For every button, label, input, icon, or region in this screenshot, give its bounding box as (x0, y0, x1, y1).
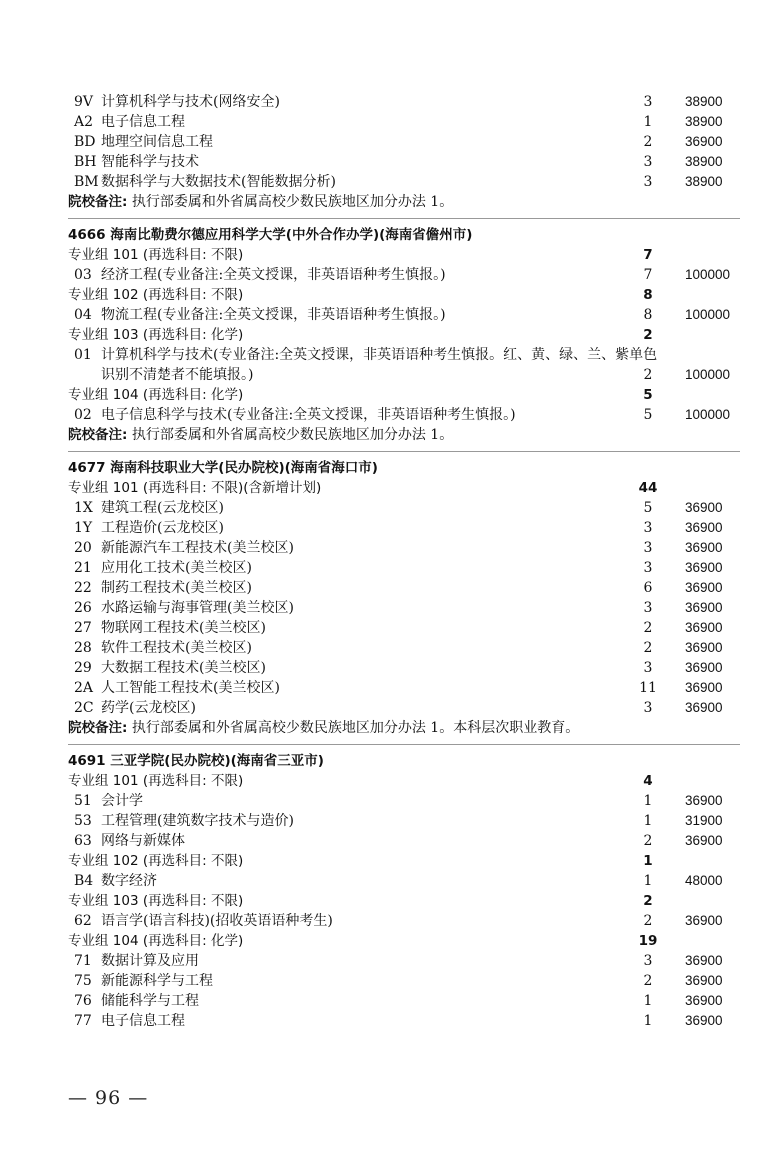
major-name: 软件工程技术(美兰校区) (101, 640, 252, 656)
major-name: 地理空间信息工程 (101, 134, 213, 150)
major-name: 智能科学与技术 (101, 154, 199, 170)
major-code: 20 (74, 540, 92, 556)
major-code: 9V (74, 94, 94, 110)
major-group-label: 专业组 104 (再选科目: 化学) (68, 387, 244, 403)
major-name: 建筑工程(云龙校区) (101, 500, 224, 516)
major-tuition: 38900 (685, 94, 723, 109)
major-tuition: 36900 (685, 700, 723, 715)
major-plan-count: 3 (643, 520, 653, 536)
major-code: 1X (74, 500, 93, 516)
major-name: 网络与新媒体 (101, 833, 185, 849)
major-name: 计算机科学与技术(专业备注:全英文授课，非英语语种考生慎报。红、黄、绿、兰、紫单色识别不清楚者不能填报。) (101, 347, 658, 383)
major-plan-count: 2 (643, 620, 653, 636)
major-code: 03 (74, 267, 92, 283)
major-code: 63 (74, 833, 92, 849)
major-row (68, 791, 740, 811)
major-group-plan: 2 (643, 327, 653, 343)
major-tuition: 36900 (685, 993, 723, 1008)
major-group-label: 专业组 102 (再选科目: 不限) (68, 853, 244, 869)
major-group-header (68, 891, 740, 911)
major-code: 21 (74, 560, 92, 576)
major-tuition: 36900 (685, 640, 723, 655)
major-group-header (68, 771, 740, 791)
major-row (68, 92, 740, 112)
school-note (68, 192, 740, 212)
major-name: 电子信息工程 (101, 114, 185, 130)
major-code: 77 (74, 1013, 92, 1029)
major-group-header (68, 478, 740, 498)
major-tuition: 36900 (685, 580, 723, 595)
major-group-header (68, 851, 740, 871)
major-code: BM (74, 174, 99, 190)
major-tuition: 36900 (685, 600, 723, 615)
major-plan-count: 1 (643, 993, 653, 1009)
major-name: 电子信息科学与技术(专业备注:全英文授课，非英语语种考生慎报。) (101, 407, 516, 423)
major-group-label: 专业组 101 (再选科目: 不限)(含新增计划) (68, 480, 322, 496)
major-tuition: 36900 (685, 913, 723, 928)
major-tuition: 38900 (685, 174, 723, 189)
major-name: 计算机科学与技术(网络安全) (101, 94, 280, 110)
major-code: 1Y (74, 520, 93, 536)
major-tuition: 36900 (685, 134, 723, 149)
major-plan-count: 3 (643, 953, 653, 969)
school-title: 4677 海南科技职业大学(民办院校)(海南省海口市) (68, 460, 378, 476)
major-tuition: 36900 (685, 1013, 723, 1028)
major-group-label: 专业组 103 (再选科目: 化学) (68, 327, 244, 343)
major-code: 02 (74, 407, 92, 423)
major-row (68, 305, 740, 325)
major-name: 水路运输与海事管理(美兰校区) (101, 600, 294, 616)
major-code: BD (74, 134, 96, 150)
major-row (68, 132, 740, 152)
major-plan-count: 2 (643, 134, 653, 150)
major-code: 2C (74, 700, 94, 716)
major-row (68, 112, 740, 132)
major-code: 01 (74, 347, 92, 363)
major-plan-count: 5 (643, 407, 653, 423)
major-code: 51 (74, 793, 92, 809)
major-row (68, 638, 740, 658)
major-plan-count: 2 (643, 640, 653, 656)
major-name: 新能源科学与工程 (101, 973, 213, 989)
major-group-header (68, 325, 740, 345)
major-plan-count: 3 (643, 540, 653, 556)
major-code: 71 (74, 953, 92, 969)
major-row (68, 558, 740, 578)
major-group-plan: 1 (643, 853, 653, 869)
major-plan-count: 7 (643, 267, 653, 283)
major-group-plan: 2 (643, 893, 653, 909)
school-note-label: 院校备注: (68, 194, 128, 210)
major-plan-count: 6 (643, 580, 653, 596)
major-code: 2A (74, 680, 94, 696)
major-row (68, 871, 740, 891)
major-row (68, 345, 740, 385)
major-tuition: 36900 (685, 973, 723, 988)
school-note-text: 执行部委属和外省属高校少数民族地区加分办法 1。本科层次职业教育。 (131, 720, 580, 736)
major-code: 62 (74, 913, 92, 929)
major-row (68, 265, 740, 285)
major-plan-count: 3 (643, 600, 653, 616)
major-tuition: 36900 (685, 793, 723, 808)
major-row (68, 831, 740, 851)
major-row (68, 1011, 740, 1031)
section-divider (68, 218, 740, 219)
major-group-label: 专业组 101 (再选科目: 不限) (68, 247, 244, 263)
major-row (68, 618, 740, 638)
major-name: 物联网工程技术(美兰校区) (101, 620, 266, 636)
major-tuition: 36900 (685, 953, 723, 968)
major-group-header (68, 931, 740, 951)
major-tuition: 36900 (685, 540, 723, 555)
major-group-plan: 19 (638, 933, 658, 949)
major-name: 电子信息工程 (101, 1013, 185, 1029)
major-tuition: 36900 (685, 520, 723, 535)
major-plan-count: 3 (643, 700, 653, 716)
major-name: 储能科学与工程 (101, 993, 199, 1009)
major-name: 语言学(语言科技)(招收英语语种考生) (101, 913, 333, 929)
major-tuition: 36900 (685, 500, 723, 515)
major-name: 应用化工技术(美兰校区) (101, 560, 252, 576)
major-group-plan: 8 (643, 287, 653, 303)
major-plan-count: 3 (643, 174, 653, 190)
major-name: 工程管理(建筑数字技术与造价) (101, 813, 294, 829)
major-group-header (68, 245, 740, 265)
major-tuition: 38900 (685, 154, 723, 169)
major-plan-count: 5 (643, 500, 653, 516)
major-name: 物流工程(专业备注:全英文授课，非英语语种考生慎报。) (101, 307, 446, 323)
major-name: 新能源汽车工程技术(美兰校区) (101, 540, 294, 556)
major-tuition: 100000 (685, 367, 731, 382)
major-group-plan: 7 (643, 247, 653, 263)
major-plan-count: 3 (643, 154, 653, 170)
major-code: 28 (74, 640, 92, 656)
major-group-label: 专业组 103 (再选科目: 不限) (68, 893, 244, 909)
major-row (68, 538, 740, 558)
school-note-text: 执行部委属和外省属高校少数民族地区加分办法 1。 (131, 194, 454, 210)
major-row (68, 598, 740, 618)
major-code: 29 (74, 660, 92, 676)
major-plan-count: 11 (639, 680, 657, 696)
major-row (68, 498, 740, 518)
major-row (68, 152, 740, 172)
major-plan-count: 1 (643, 793, 653, 809)
major-plan-count: 8 (643, 307, 653, 323)
major-code: 22 (74, 580, 92, 596)
major-name: 工程造价(云龙校区) (101, 520, 224, 536)
major-tuition: 100000 (685, 267, 731, 282)
page-number: — 96 — (68, 1087, 149, 1109)
major-row (68, 811, 740, 831)
section-divider (68, 744, 740, 745)
major-name: 会计学 (101, 793, 143, 809)
major-row (68, 678, 740, 698)
major-row (68, 405, 740, 425)
school-note-label: 院校备注: (68, 427, 128, 443)
major-plan-count: 2 (643, 973, 653, 989)
major-group-header (68, 385, 740, 405)
major-row (68, 911, 740, 931)
major-plan-count: 2 (643, 367, 653, 383)
major-code: 04 (74, 307, 92, 323)
section-divider (68, 451, 740, 452)
school-title: 4691 三亚学院(民办院校)(海南省三亚市) (68, 753, 324, 769)
major-code: 53 (74, 813, 92, 829)
major-group-header (68, 285, 740, 305)
major-row (68, 698, 740, 718)
school-note-label: 院校备注: (68, 720, 128, 736)
major-row (68, 971, 740, 991)
major-row (68, 172, 740, 192)
major-tuition: 100000 (685, 307, 731, 322)
major-plan-count: 1 (643, 1013, 653, 1029)
major-tuition: 36900 (685, 560, 723, 575)
major-group-label: 专业组 102 (再选科目: 不限) (68, 287, 244, 303)
major-tuition: 36900 (685, 833, 723, 848)
major-row (68, 991, 740, 1011)
major-tuition: 36900 (685, 660, 723, 675)
major-plan-count: 3 (643, 660, 653, 676)
major-row (68, 658, 740, 678)
major-plan-count: 1 (643, 114, 653, 130)
major-group-label: 专业组 101 (再选科目: 不限) (68, 773, 244, 789)
major-plan-count: 1 (643, 873, 653, 889)
major-code: B4 (74, 873, 94, 889)
major-name: 经济工程(专业备注:全英文授课，非英语语种考生慎报。) (101, 267, 446, 283)
major-plan-count: 2 (643, 833, 653, 849)
major-name: 药学(云龙校区) (101, 700, 196, 716)
major-code: 27 (74, 620, 92, 636)
admission-plan-document (68, 92, 740, 1031)
school-title: 4666 海南比勒费尔德应用科学大学(中外合作办学)(海南省儋州市) (68, 227, 473, 243)
major-name: 大数据工程技术(美兰校区) (101, 660, 266, 676)
major-name: 人工智能工程技术(美兰校区) (101, 680, 280, 696)
major-code: A2 (74, 114, 94, 130)
major-name: 制药工程技术(美兰校区) (101, 580, 252, 596)
major-row (68, 578, 740, 598)
major-tuition: 38900 (685, 114, 723, 129)
major-plan-count: 2 (643, 913, 653, 929)
school-note (68, 718, 740, 738)
major-plan-count: 3 (643, 94, 653, 110)
major-tuition: 48000 (685, 873, 723, 888)
major-tuition: 36900 (685, 620, 723, 635)
major-group-plan: 44 (638, 480, 658, 496)
major-group-plan: 4 (643, 773, 653, 789)
major-tuition: 31900 (685, 813, 723, 828)
major-row (68, 951, 740, 971)
major-plan-count: 1 (643, 813, 653, 829)
major-row (68, 518, 740, 538)
major-group-label: 专业组 104 (再选科目: 化学) (68, 933, 244, 949)
school-note-text: 执行部委属和外省属高校少数民族地区加分办法 1。 (131, 427, 454, 443)
school-note (68, 425, 740, 445)
major-code: 75 (74, 973, 92, 989)
major-plan-count: 3 (643, 560, 653, 576)
major-name: 数字经济 (101, 873, 157, 889)
major-code: 26 (74, 600, 92, 616)
major-name: 数据科学与大数据技术(智能数据分析) (101, 174, 336, 190)
major-name: 数据计算及应用 (101, 953, 199, 969)
major-code: 76 (74, 993, 92, 1009)
major-tuition: 36900 (685, 680, 723, 695)
major-code: BH (74, 154, 97, 170)
major-group-plan: 5 (643, 387, 653, 403)
major-tuition: 100000 (685, 407, 731, 422)
